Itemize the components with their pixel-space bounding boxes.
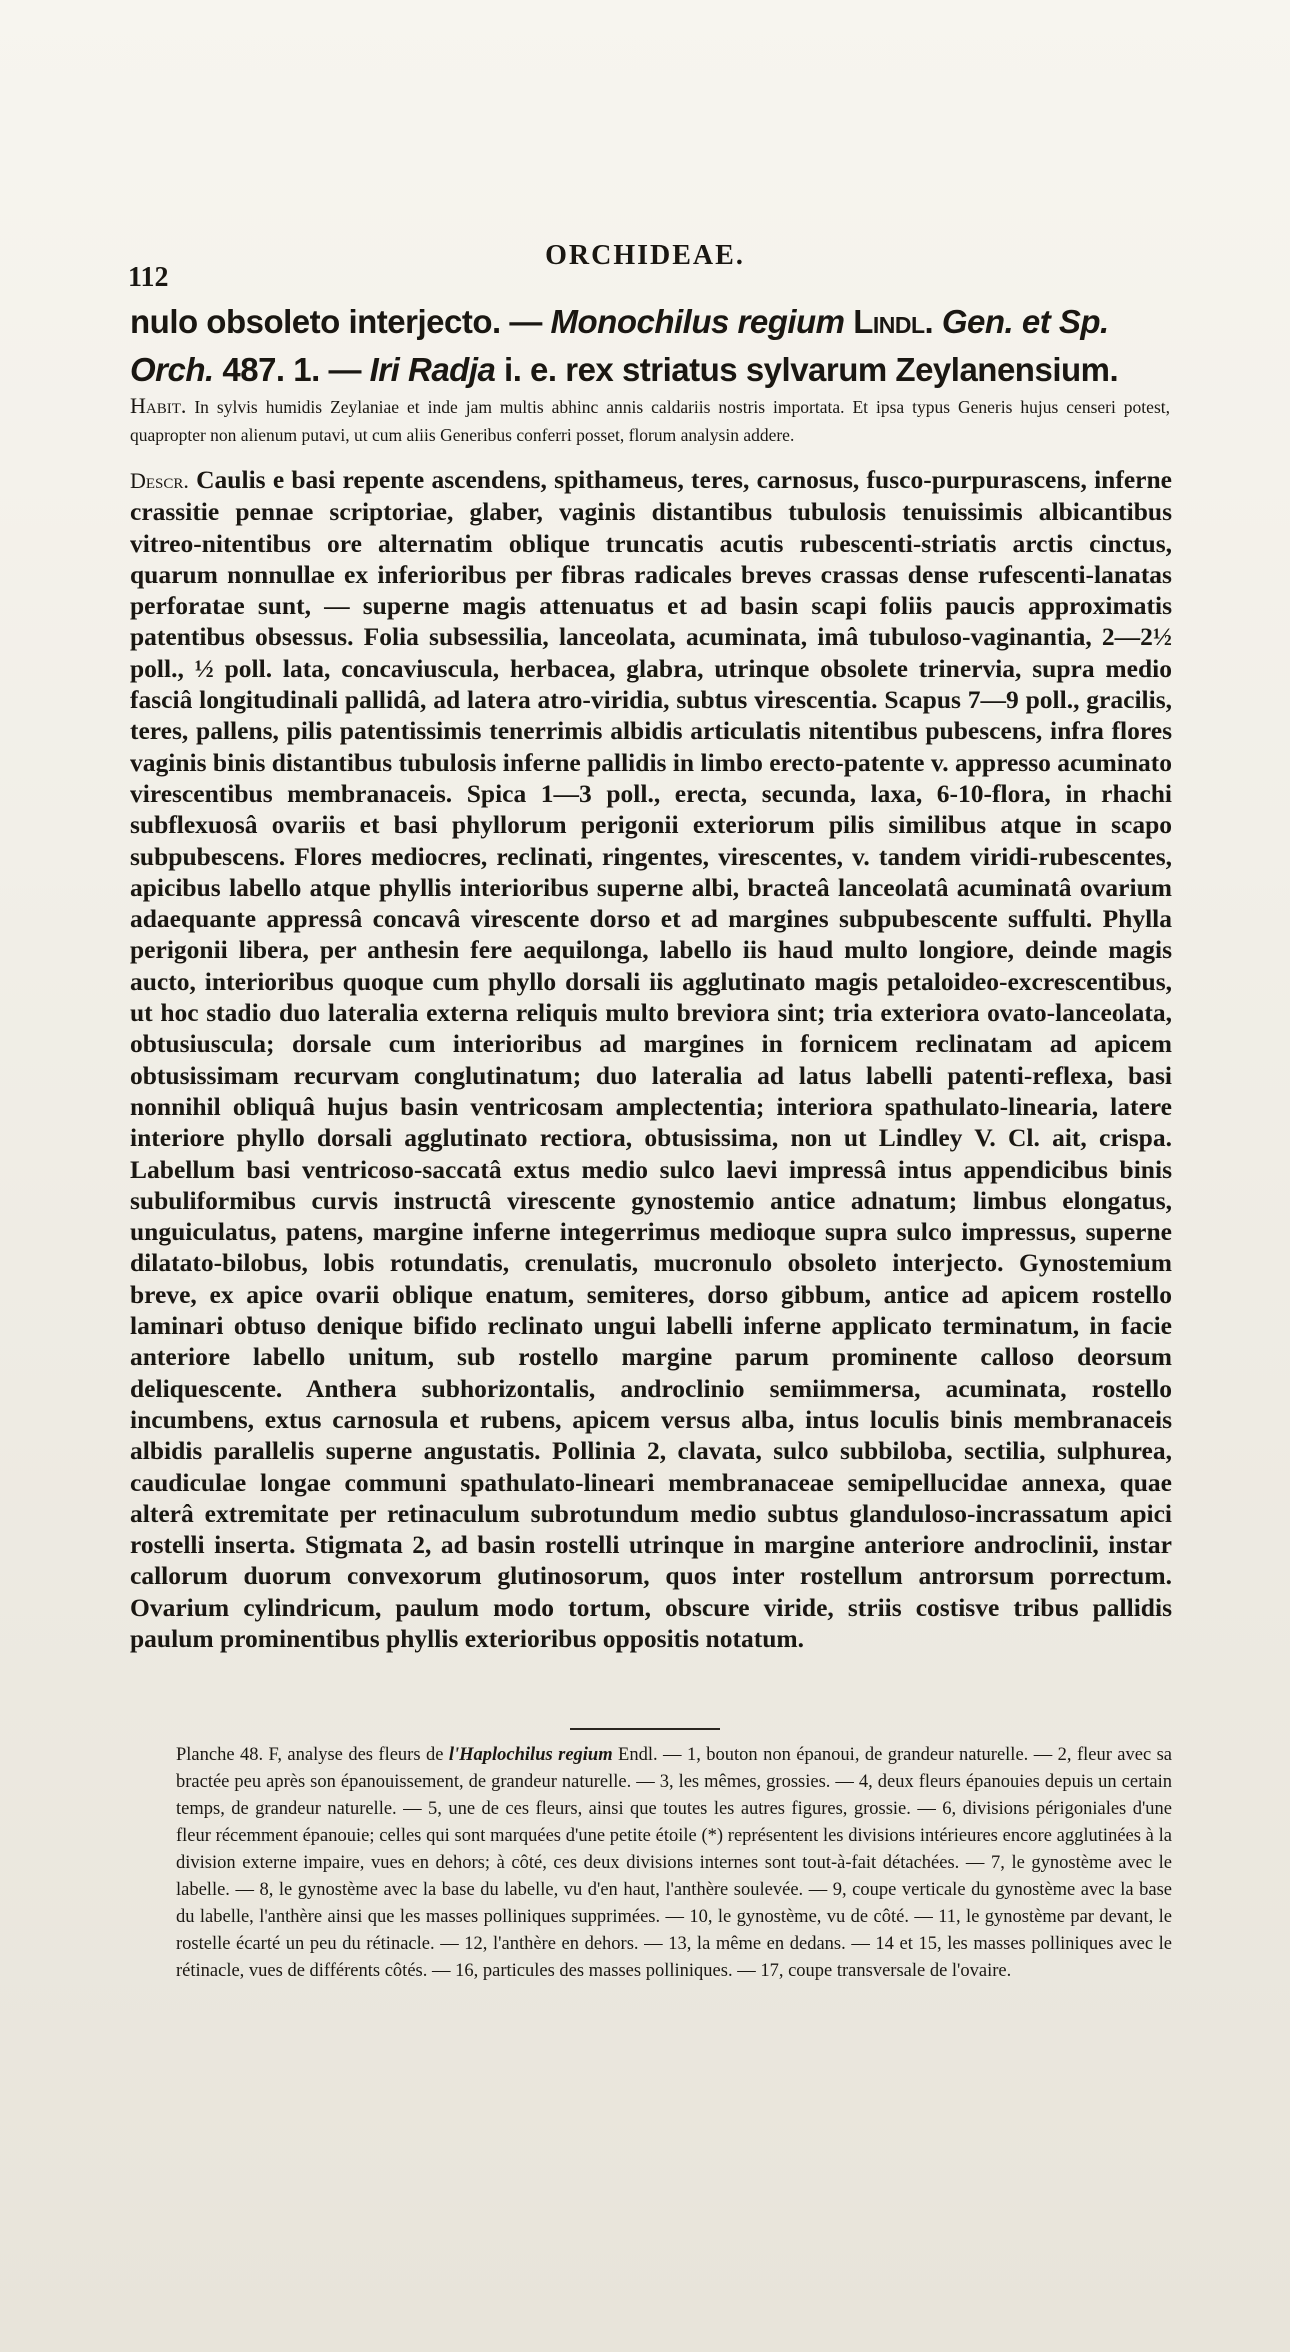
- running-head: ORCHIDEAE.: [545, 240, 745, 271]
- intro-paragraph: [130, 298, 1170, 394]
- caption-species-name: l'Haplochilus regium: [448, 1745, 613, 1765]
- caption-figure-intro: F, analyse des fleurs de: [263, 1745, 449, 1765]
- species-name-monochilus: Monochilus regium: [550, 303, 845, 340]
- caption-text: Endl. — 1, bouton non épanoui, de grandeur naturelle. — 2, fleur avec sa bractée peu après son épanouissement, de grandeur naturelle. — 3, les mêmes, grossies. — 4, deux fleurs épanouies depuis un certain temps, de grandeur naturelle. — 5, une de ces fleurs, ainsi que toutes les autres figures, grossie. — 6, divisions périgoniales d'une fleur récemment épanouie; celles qui sont marquées d'une petite étoile (*) représentent les divisions intérieures encore agglutinées à la division externe impaire, vues en dehors; à côté, ces deux divisions internes sont tout-à-fait détachées. — 7, le gynostème avec le labelle. — 8, le gynostème avec la base du labelle, vu d'en haut, l'anthère soulevée. — 9, coupe verticale du gynostème avec la base du labelle, l'anthère ainsi que les masses polliniques supprimées. — 10, le gynostème, vu de côté. — 11, le gynostème par devant, le rostelle écarté un peu du rétinacle. — 12, l'anthère en dehors. — 13, la même en dedans. — 14 et 15, les masses polliniques avec le rétinacle, vues de différents côtés. — 16, particules des masses polliniques. — 17, coupe transversale de l'ovaire.: [176, 1745, 1173, 1981]
- section-divider: [570, 1728, 720, 1730]
- description-paragraph: [130, 464, 1172, 1654]
- habitat-label: Habit.: [130, 393, 187, 418]
- plate-label: Planche 48.: [176, 1745, 264, 1765]
- intro-text-3: i. e. rex striatus sylvarum Zeylanensium.: [495, 351, 1119, 388]
- plate-caption: [176, 1742, 1172, 1985]
- reference-gen-sp-orch: Gen. et Sp. Orch.: [130, 303, 1109, 388]
- intro-text-2: 487. 1. —: [213, 351, 370, 388]
- intro-text-1: nulo obsoleto interjecto. —: [130, 303, 551, 340]
- vernacular-iri-radja: Iri Radja: [369, 351, 496, 388]
- description-label: Descr.: [130, 468, 189, 493]
- author-lindl: Lindl.: [844, 303, 934, 340]
- habitat-paragraph: [130, 392, 1170, 449]
- habitat-text: In sylvis humidis Zeylaniae et inde jam multis abhinc annis caldariis nostris importata. Et ipsa typus Generis hujus censeri potest, quapropter non alienum putavi, ut cum aliis Generibus conferri posset, florum analysin addere.: [130, 397, 1170, 445]
- description-text: Caulis e basi repente ascendens, spithameus, teres, carnosus, fusco-purpurascens, inferne crassitie pennae scriptoriae, glaber, vaginis distantibus tubulosis tenuissimis albicantibus vitreo-nitentibus ore alternatim oblique truncatis acutis rubescenti-striatis arctis cinctus, quarum nonnullae ex inferioribus per fibras radicales breves crassas dense rufescenti-lanatas perforatae sunt, — superne magis attenuatus et ad basin scapi foliis paucis approximatis patentibus obsessus. Folia subsessilia, lanceolata, acuminata, imâ tubuloso-vaginantia, 2—2½ poll., ½ poll. lata, concaviuscula, herbacea, glabra, utrinque obsolete trinervia, supra medio fasciâ longitudinali pallidâ, ad latera atro-viridia, subtus virescentia. Scapus 7—9 poll., gracilis, teres, pallens, pilis patentissimis tenerrimis albidis articulatis nitentibus pubescens, infra flores vaginis binis distantibus tubulosis inferne pallidis in limbo erecto-patente v. appresso acuminato virescentibus membranaceis. Spica 1—3 poll., erecta, secunda, laxa, 6-10-flora, in rhachi subflexuosâ ovariis et basi phyllorum perigonii exteriorum pilis similibus atque in scapo subpubescens. Flores mediocres, reclinati, ringentes, virescentes, v. tandem viridi-rubescentes, apicibus labello atque phyllis interioribus superne albi, bracteâ lanceolatâ acuminatâ ovarium adaequante appressâ concavâ virescente dorso et ad margines subpubescente suffulti. Phylla perigonii libera, per anthesin fere aequilonga, labello iis haud multo longiore, deinde magis aucto, interioribus quoque cum phyllo dorsali iis agglutinato magis petaloideo-excrescentibus, ut hoc stadio duo lateralia externa reliquis multo breviora sint; tria exteriora ovato-lanceolata, obtusiuscula; dorsale cum interioribus ad margines in fornicem reclinatam ad apicem obtusissimam recurvam conglutinatum; duo lateralia ad latus labelli patenti-reflexa, basi nonnihil obliquâ hujus basin ventricosam amplectentia; interiora spathulato-linearia, latere interiore phyllo dorsali agglutinato rectiora, obtusissima, non ut Lindley V. Cl. ait, crispa. Labellum basi ventricoso-saccatâ extus medio sulco laevi impressâ intus appendicibus binis subuliformibus curvis instructâ virescente gynostemio antice adnatum; limbus elongatus, unguiculatus, patens, margine inferne integerrimus medioque supra sulco impressus, superne dilatato-bilobus, lobis rotundatis, crenulatis, mucronulo obsoleto interjecto. Gynostemium breve, ex apice ovarii oblique enatum, semiteres, dorso gibbum, antice ad apicem rostello laminari obtuso denique bifido reclinato ungui labelli inferne applicato terminatum, in facie anteriore labello unitum, sub rostello margine parum prominente calloso deorsum deliquescente. Anthera subhorizontalis, androclinio semiimmersa, acuminata, rostello incumbens, extus carnosula et rubens, apicem versus alba, intus loculis binis membranaceis albidis parallelis superne angustatis. Pollinia 2, clavata, sulco subbiloba, sectilia, sulphurea, caudiculae longae communi spathulato-lineari membranaceae semipellucidae annexa, quae alterâ extremitate per retinaculum subrotundum medio subtus glanduloso-incrassatum apici rostelli inserta. Stigmata 2, ad basin rostelli utrinque in margine anteriore androclinii, instar callorum duorum convexorum glutinosorum, quos inter rostellum antrorsum porrectum. Ovarium cylindricum, paulum modo tortum, obscure viride, striis costisve tribus pallidis paulum prominentibus phyllis exterioribus oppositis notatum.: [130, 465, 1172, 1653]
- page-number: 112: [128, 262, 169, 293]
